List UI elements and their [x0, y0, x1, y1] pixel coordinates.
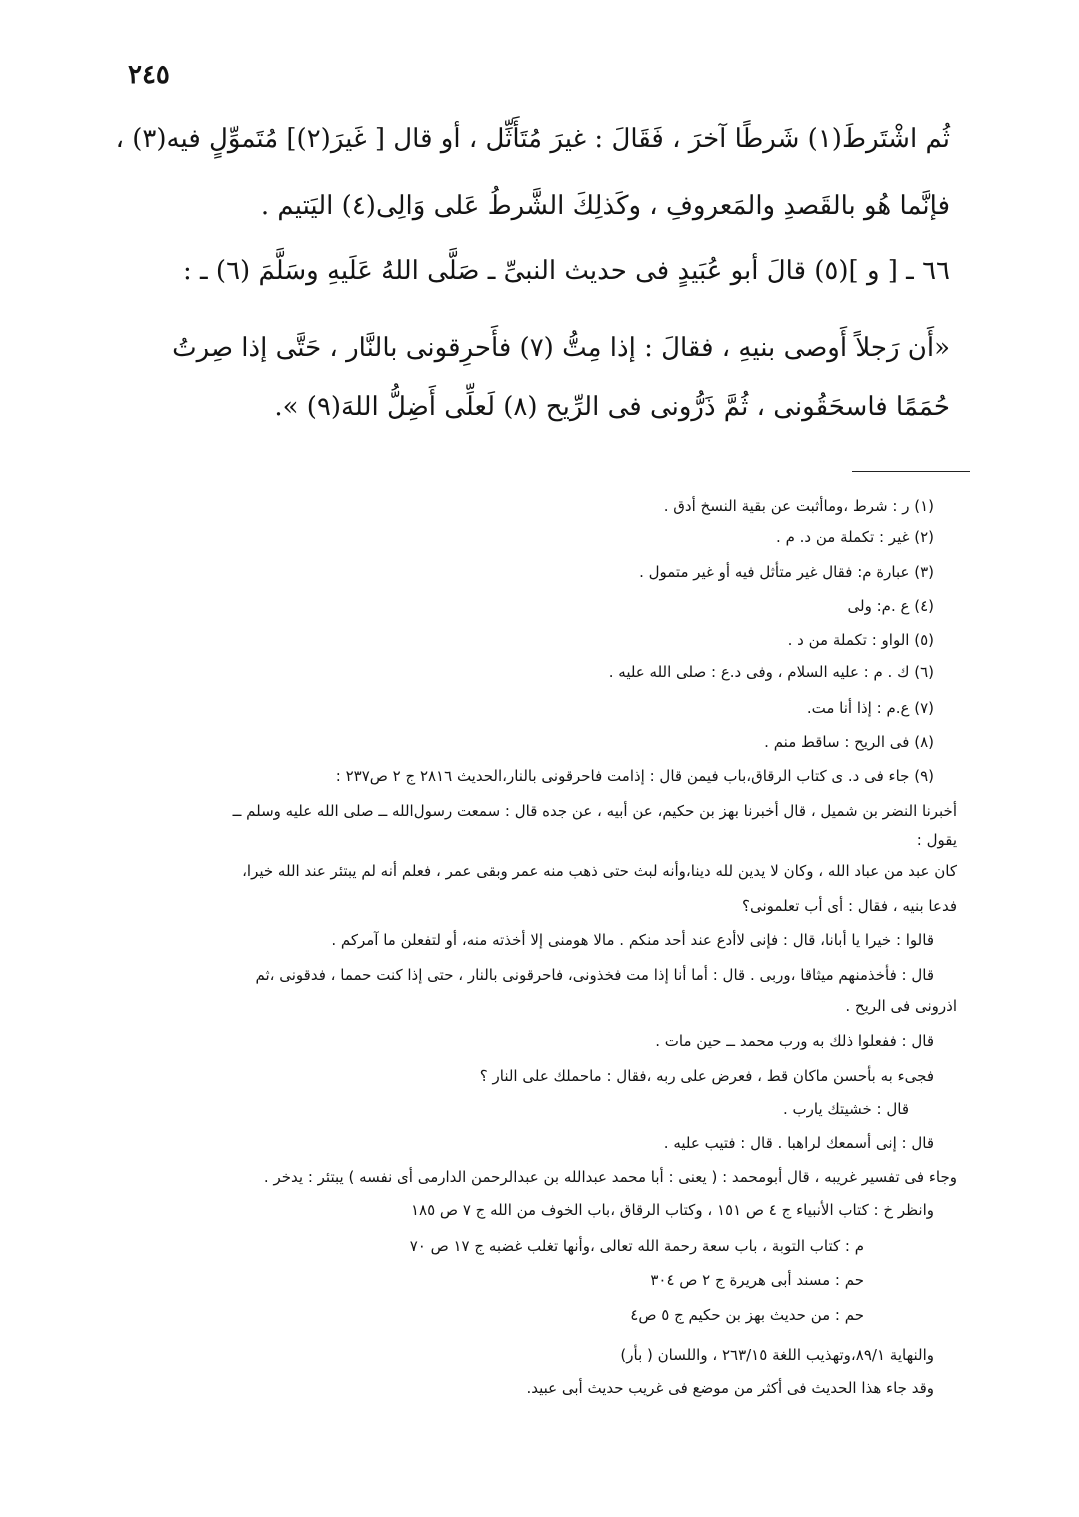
footnote-9: (٩) جاء فى د. ى كتاب الرقاق،باب فيمن قال : إذامت فاحرقونى بالنار،الحديث ٢٨١٦ ج ٢ ص٢٣٧ :	[335, 767, 934, 785]
footnote-9-line: أخبرنا النضر بن شميل ، قال أخبرنا بهز بن حكيم، عن أبيه ، عن جده قال : سمعت رسول‌الله ــ صلى الله عليه وسلم ــ	[232, 802, 957, 820]
footnote-9-line: حم : مسند أبى هريرة ج ٢ ص ٣٠٤	[650, 1271, 864, 1289]
footnote-4: (٤) ع .م: ولى	[847, 597, 934, 615]
main-text-line-1: ثُم اشْتَرطَ(١) شَرطًا آخرَ ، فَقَالَ : غيرَ مُتَأَثِّل ، أو قال [ غَيرَ(٢)] مُتَموِّلٍ فيه(٣) ،	[115, 124, 950, 154]
footnote-3: (٣) عبارة م: فقال غير متأثل فيه أو غير متمول .	[639, 563, 934, 581]
footnote-9-line: اذرونى فى الريح .	[845, 997, 957, 1015]
footnote-1: (١) ر : شرط ،وماأثبت عن بقية النسخ أدق .	[663, 497, 934, 515]
footnote-9-line: حم : من حديث بهز بن حكيم ج ٥ ص٤	[630, 1306, 864, 1324]
footnote-9-line: وجاء فى تفسير غريبه ، قال أبومحمد : ( يعنى : أبا محمد عبدالله بن عبدالرحمن الدارمى أى نفسه ) يبتئر : يدخر .	[263, 1168, 957, 1186]
page-number: ٢٤٥	[128, 60, 170, 90]
main-text-line-5: حُمَمًا فاسحَقُونى ، ثُمَّ ذَرُّونى فى الرِّيح (٨) لَعلِّى أَضِلُّ اللهَ(٩) ».	[274, 392, 950, 422]
footnote-9-line: قال : فأخذمنهم ميثاقا ،وربى . قال : أما أنا إذا مت فخذونى، فاحرقونى بالنار ، حتى إذا كنت حمما ، فدقونى ،ثم	[255, 966, 934, 984]
footnote-9-line: وقد جاء هذا الحديث فى أكثر من موضع فى غريب حديث أبى عبيد.	[526, 1379, 934, 1397]
main-text-line-2: فإنَّما هُو بالقَصدِ والمَعروفِ ، وكَذلِكَ الشَّرطُ عَلى وَالِى(٤) اليَتيم .	[260, 191, 950, 221]
footnote-9-line: كان عبد من عباد الله ، وكان لا يدين لله دينا،وأنه لبث حتى ذهب منه عمر وبقى عمر ، فعلم أنه لم يبتئر عند الله خيرا،	[242, 862, 957, 880]
footnote-9-line: يقول :	[916, 831, 957, 849]
footnote-5: (٥) الواو : تكملة من د .	[787, 631, 934, 649]
footnote-8: (٨) فى الريح : ساقط منم .	[764, 733, 934, 751]
footnote-9-line: قال : ففعلوا ذلك به ورب محمد ــ حين مات .	[655, 1032, 934, 1050]
main-text-line-3: ٦٦ ـ [ و ](٥) قالَ أبو عُبَيدٍ فى حديث النبىِّ ـ صَلَّى اللهُ عَلَيهِ وسَلَّمَ (٦) ـ :	[183, 256, 950, 286]
footnote-9-line: قالوا : خيرا يا أبانا، قال : فإنى لاأدع عند أحد منكم . مالا هومنى إلا أخذته منه، أو لتفعلن ما آمركم .	[331, 931, 934, 949]
footnote-9-line: والنهاية ٨٩/١،وتهذيب اللغة ٢٦٣/١٥ ، واللسان ( بأر)	[620, 1346, 934, 1364]
footnote-9-line: فجىء به بأحسن ماكان قط ، فعرض على ربه ،فقال : ماحملك على النار ؟	[479, 1067, 934, 1085]
footnote-9-line: م : كتاب التوبة ، باب سعة رحمة الله تعالى ،وأنها تغلب غضبه ج ١٧ ص ٧٠	[409, 1237, 864, 1255]
footnote-9-line: قال : خشيتك يارب .	[783, 1100, 909, 1118]
main-text-line-4: «أَن رَجلاً أَوصى بنيهِ ، فقالَ : إذا مِتُّ (٧) فأَحرِقونى بالنَّار ، حَتَّى إذا صِرتُ	[172, 333, 950, 363]
footnote-6: (٦) ك . م : عليه السلام ، وفى د.ع : صلى الله عليه .	[608, 663, 934, 681]
footnote-9-line: قال : إنى أسمعك لراهبا . قال : فتيب عليه .	[663, 1134, 934, 1152]
footnote-7: (٧) ع.م : إذا أنا مت.	[806, 699, 934, 717]
footnote-divider	[852, 471, 970, 472]
footnote-2: (٢) غير : تكملة من د. م .	[776, 528, 934, 546]
footnote-9-line: فدعا بنيه ، فقال : أى أب تعلمونى؟	[742, 897, 957, 915]
footnote-9-line: وانظر خ : كتاب الأنبياء ج ٤ ص ١٥١ ، وكتاب الرقاق ،باب الخوف من الله ج ٧ ص ١٨٥	[410, 1201, 934, 1219]
